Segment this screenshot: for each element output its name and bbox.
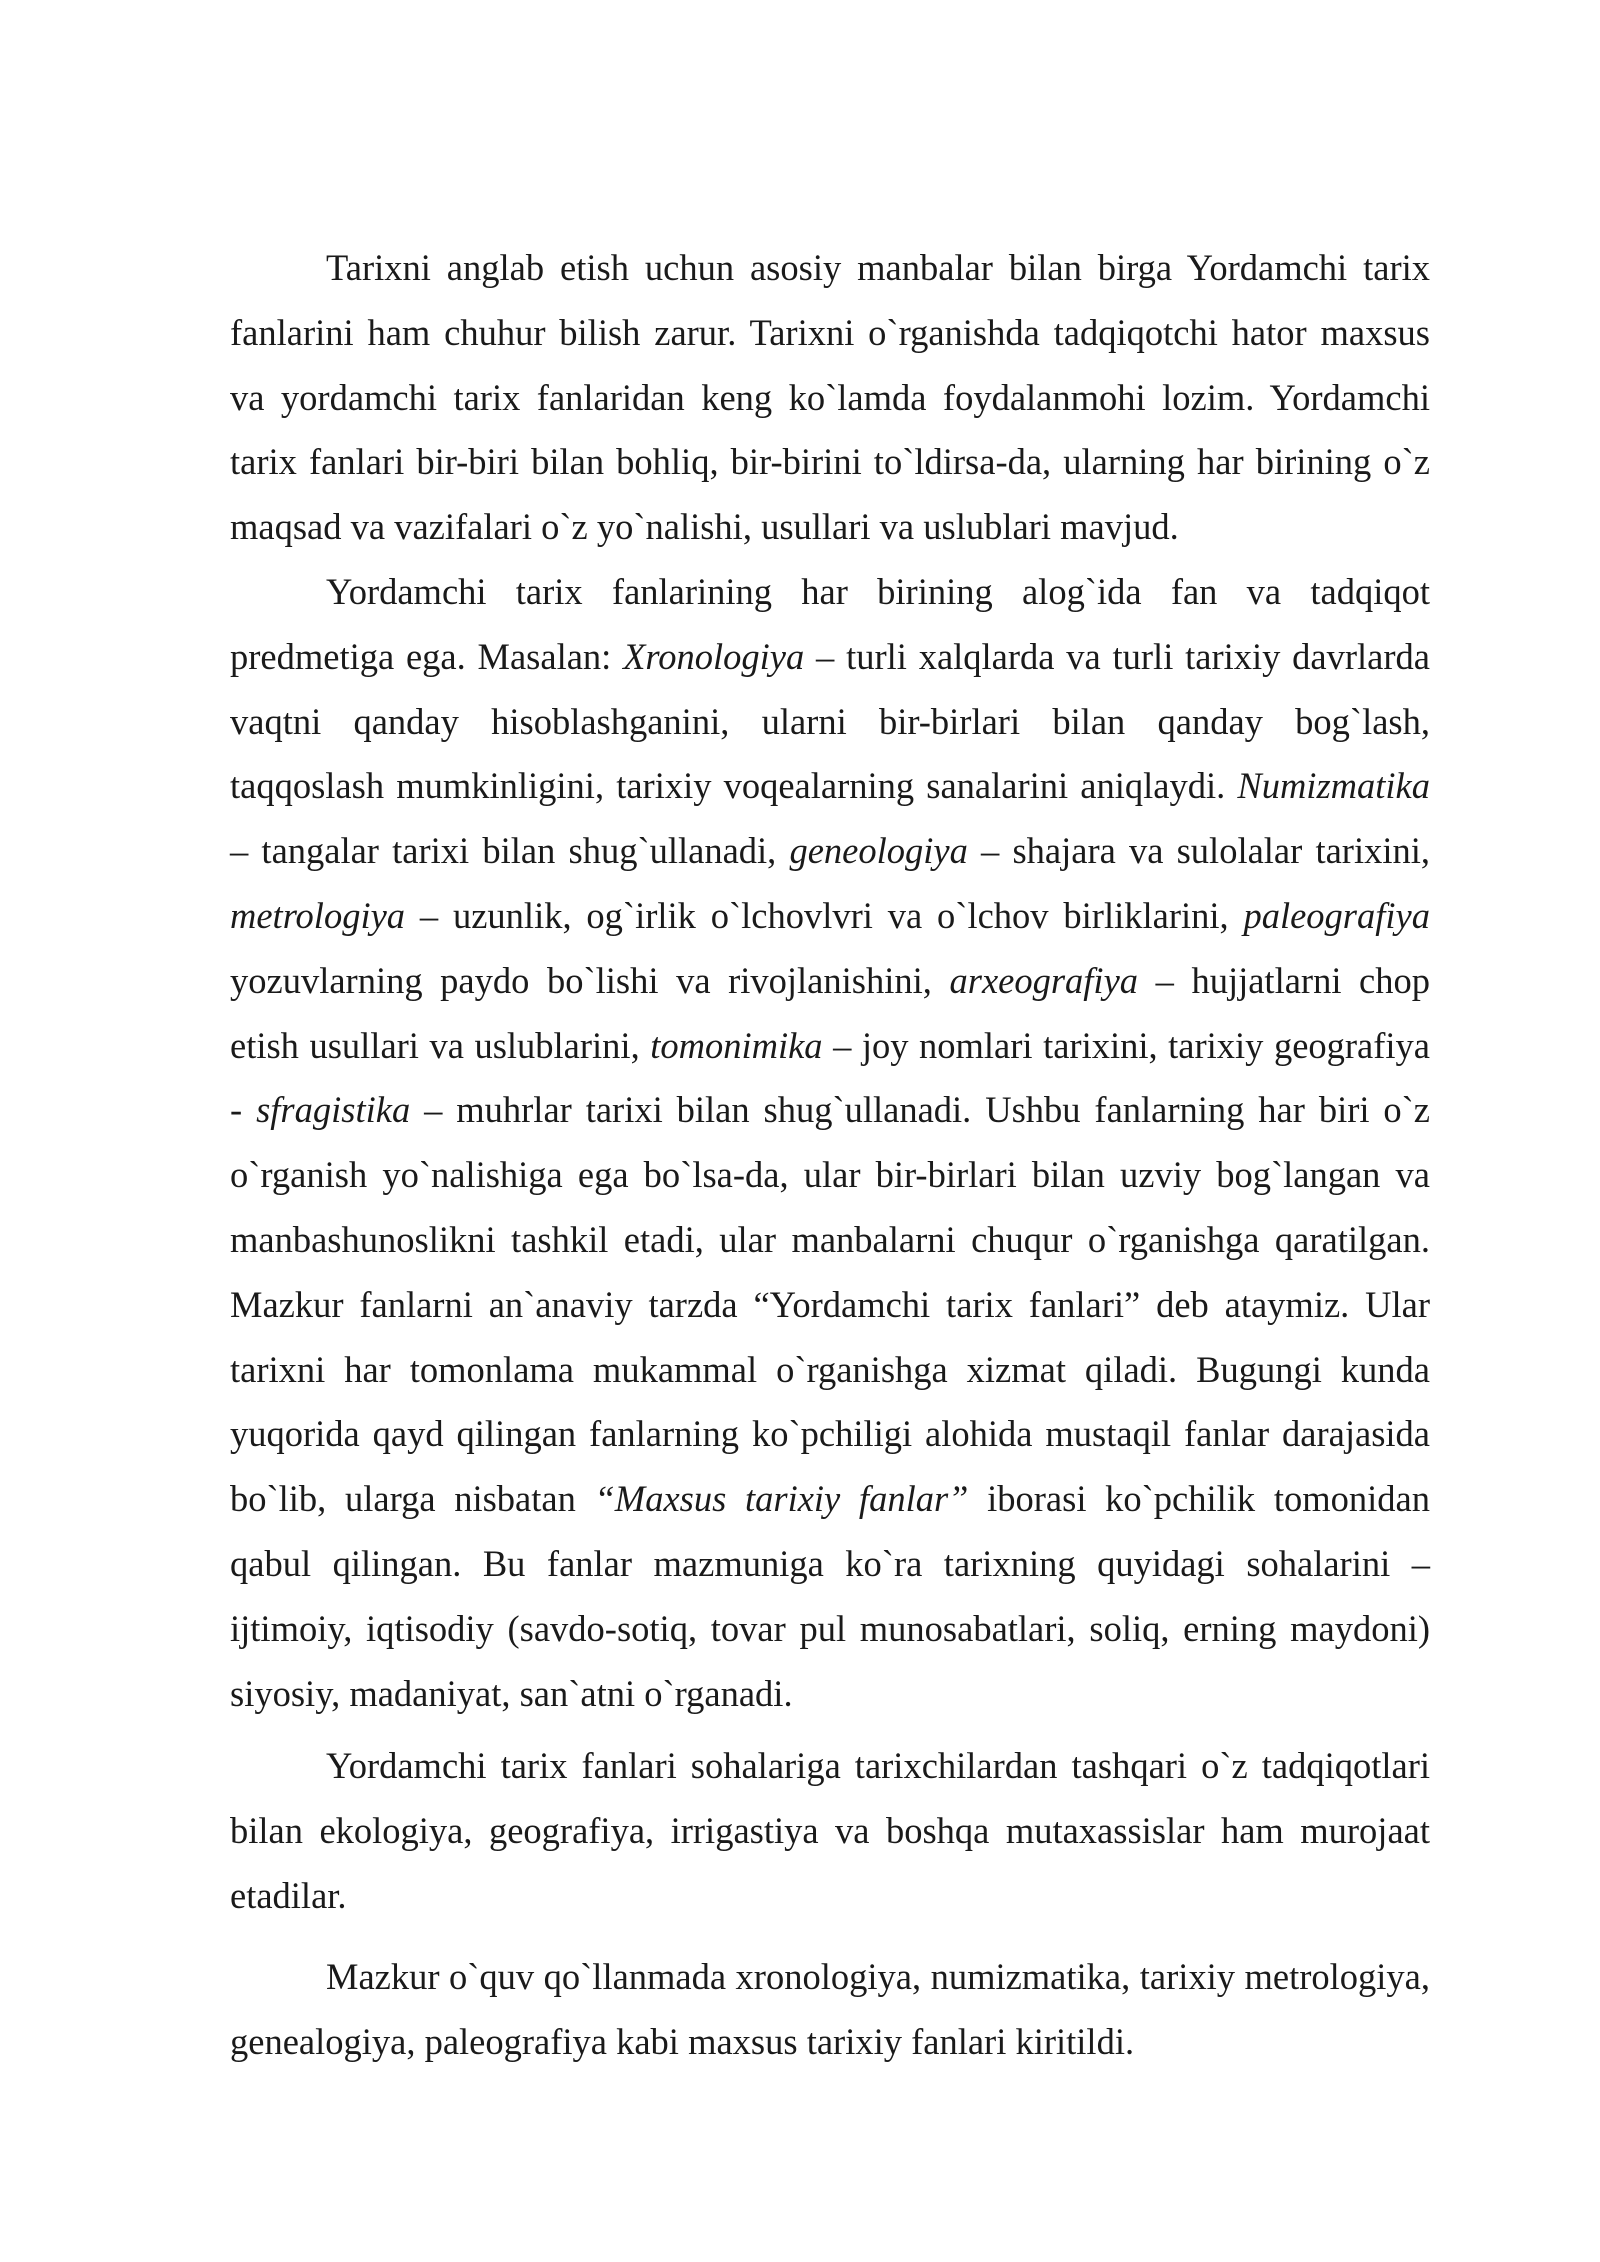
paragraph-2-text: – shajara va sulolalar tarixini, [967, 830, 1430, 872]
paragraph-2 [230, 560, 1430, 1726]
paragraph-2-text: – turli xalqlarda va turli tarixiy davrlarda vaqtni qanday hisoblashganini, ularni bir-birlari bilan qanday bog`lash, taqqoslash mumkinligini, tarixiy voqealarning sanalarini aniqlaydi. [230, 635, 1430, 807]
paragraph-2-text: Yordamchi tarix fanlarining har birining alog`ida fan va tadqiqot predmetiga ega. Masalan: [230, 570, 1430, 677]
term-tomonimika: tomonimika [650, 1024, 823, 1066]
paragraph-2-text: – uzunlik, og`irlik o`lchovlvri va o`lchov birliklarini, [405, 894, 1244, 936]
paragraph-2-text: yozuvlarning paydo bo`lishi va rivojlanishini, [230, 959, 950, 1001]
paragraph-2-text: iborasi ko`pchilik tomonidan qabul qilingan. Bu fanlar mazmuniga ko`ra tarixning quyidagi sohalarini – ijtimoiy, iqtisodiy (savdo-sotiq, tovar pul munosabatlari, soliq, erning maydoni) siyosiy, madaniyat, san`atni o`rganadi. [230, 1478, 1430, 1714]
paragraph-4-text: Mazkur o`quv qo`llanmada xronologiya, numizmatika, tarixiy metrologiya, genealogiya, paleografiya kabi maxsus tarixiy fanlari kiritildi. [230, 1955, 1430, 2062]
term-sfragistika: sfragistika [256, 1089, 411, 1131]
term-geneologiya: geneologiya [789, 830, 968, 872]
term-maxsus-tarixiy-fanlar: “Maxsus tarixiy fanlar” [594, 1478, 969, 1520]
term-xronologiya: Xronologiya [623, 635, 805, 677]
term-paleografiya: paleografiya [1243, 894, 1430, 936]
paragraph-3 [230, 1734, 1430, 1928]
paragraph-3-text: Yordamchi tarix fanlari sohalariga tarixchilardan tashqari o`z tadqiqotlari bilan ekologiya, geografiya, irrigastiya va boshqa mutaxassislar ham murojaat etadilar. [230, 1745, 1430, 1916]
paragraph-2-text: – hujjatlarni chop etish usullari va uslublarini, [230, 959, 1430, 1066]
paragraph-1 [230, 236, 1430, 560]
term-numizmatika: Numizmatika [1237, 765, 1430, 807]
term-metrologiya: metrologiya [230, 894, 406, 936]
document-page [230, 236, 1430, 2074]
paragraph-4 [230, 1945, 1430, 2075]
paragraph-1-text: Tarixni anglab etish uchun asosiy manbalar bilan birga Yordamchi tarix fanlarini ham chuhur bilish zarur. Tarixni o`rganishda tadqiqotchi hator maxsus va yordamchi tarix fanlaridan keng ko`lamda foydalanmohi lozim. Yordamchi tarix fanlari bir-biri bilan bohliq, bir-birini to`ldirsa-da, ularning har birining o`z maqsad va vazifalari o`z yo`nalishi, usullari va uslublari mavjud. [230, 247, 1430, 548]
paragraph-2-text: – tangalar tarixi bilan shug`ullanadi, [230, 830, 790, 872]
term-arxeografiya: arxeografiya [949, 959, 1139, 1001]
paragraph-2-text: – joy nomlari tarixini, tarixiy geografiya - [230, 1024, 1430, 1131]
paragraph-2-text: – muhrlar tarixi bilan shug`ullanadi. Ushbu fanlarning har biri o`z o`rganish yo`nalishiga ega bo`lsa-da, ular bir-birlari bilan uzviy bog`langan va manbashunoslikni tashkil etadi, ular manbalarni chuqur o`rganishga qaratilgan. Mazkur fanlarni an`anaviy tarzda “Yordamchi tarix fanlari” deb ataymiz. Ular tarixni har tomonlama mukammal o`rganishga xizmat qiladi. Bugungi kunda yuqorida qayd qilingan fanlarning ko`pchiligi alohida mustaqil fanlar darajasida bo`lib, ularga nisbatan [230, 1089, 1431, 1520]
